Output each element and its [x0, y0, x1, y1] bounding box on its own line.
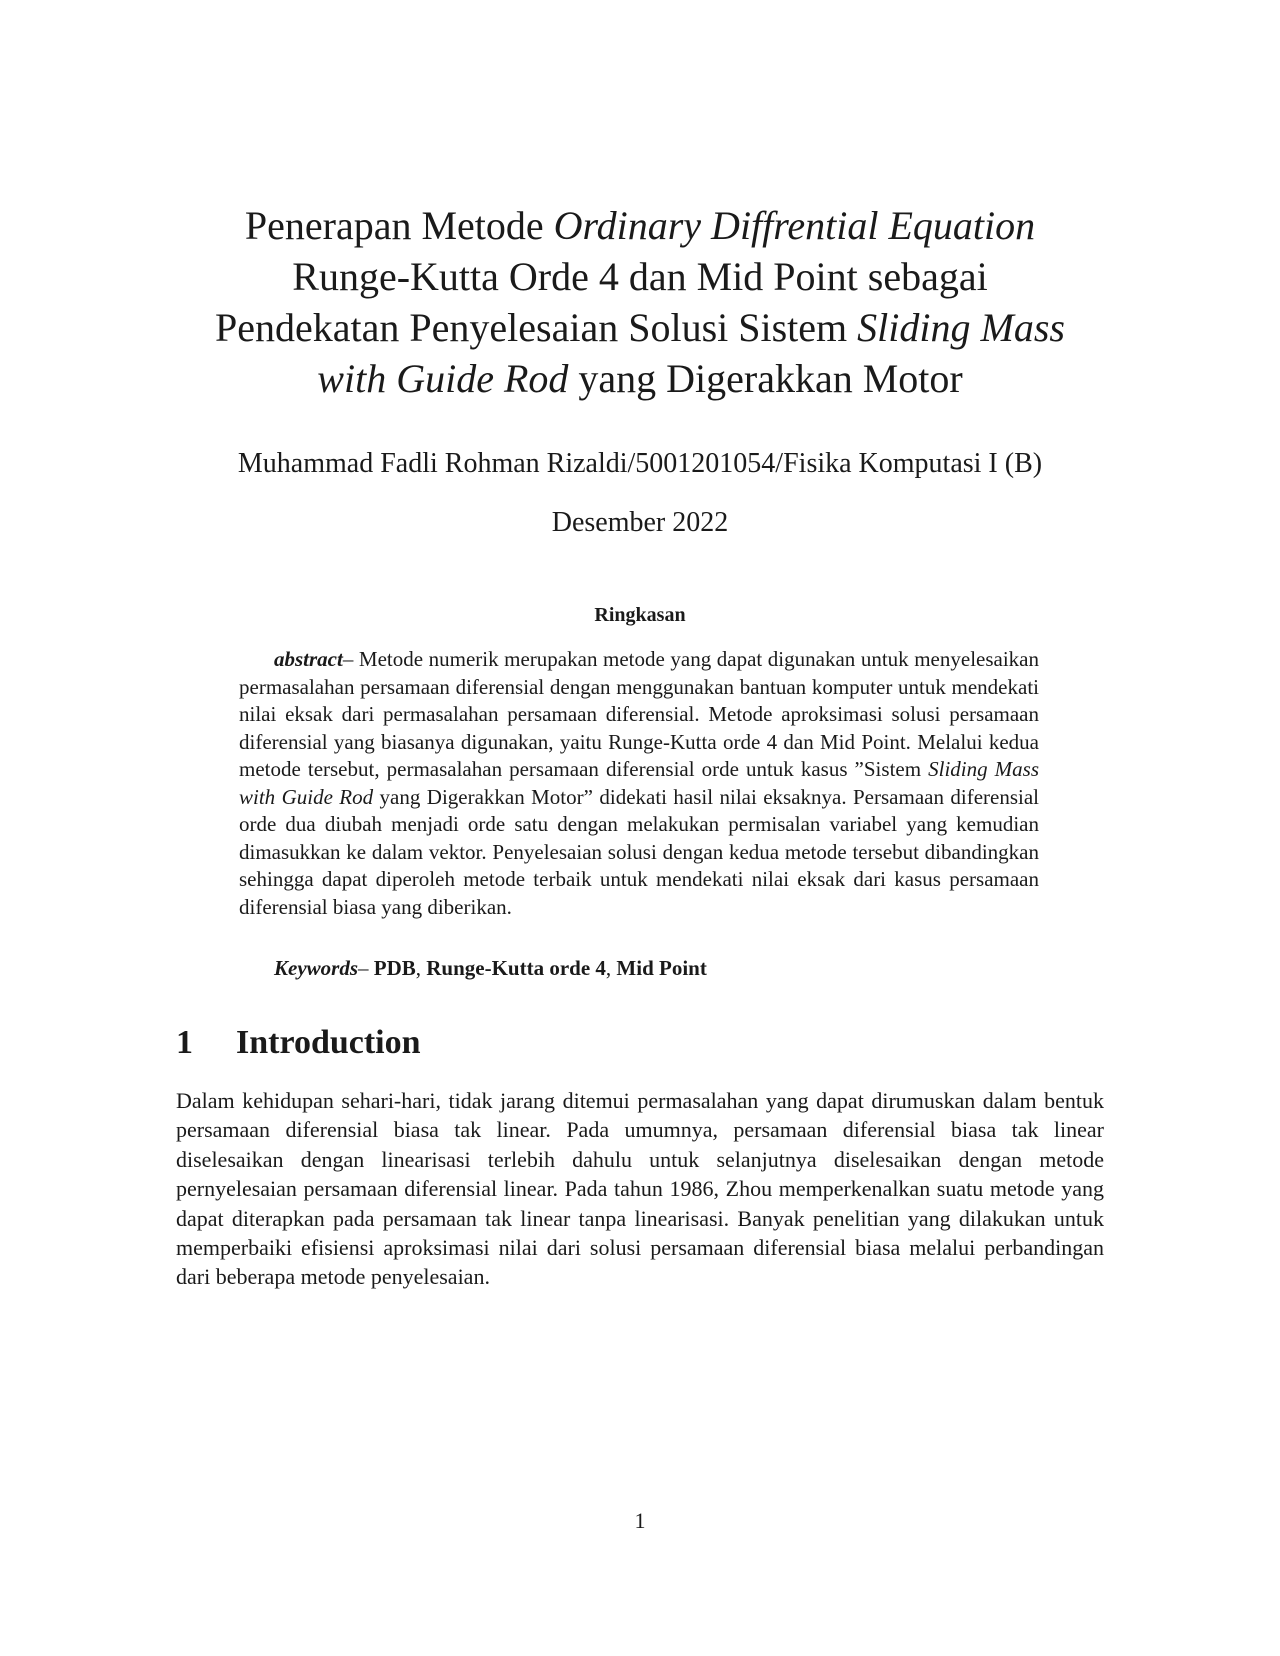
section-heading-introduction — [176, 1021, 421, 1065]
introduction-paragraph: Dalam kehidupan sehari-hari, tidak jarang ditemui permasalahan yang dapat dirumuskan dalam bentuk persamaan diferensial biasa tak linear. Pada umumnya, persamaan diferensial biasa tak linear diselesaikan dengan linearisasi terlebih dahulu untuk selanjutnya diselesaikan dengan metode pernyelesaian persamaan diferensial linear. Pada tahun 1986, Zhou memperkenalkan suatu metode yang dapat diterapkan pada persamaan tak linear tanpa linearisasi. Banyak penelitian yang dilakukan untuk memperbaiki efisiensi aproksimasi nilai dari solusi persamaan diferensial biasa melalui perbandingan dari beberapa metode penyelesaian. — [176, 1088, 1104, 1290]
abstract-lead: abstract — [274, 647, 343, 671]
abstract-italic-term: Sliding Mass with Guide Rod — [239, 757, 1039, 809]
title-italic-ode: Ordinary Diffrential Equation — [553, 203, 1036, 248]
abstract-paragraph: abstract– Metode numerik merupakan metode yang dapat digunakan untuk menyelesaikan permasalahan persamaan diferensial dengan menggunakan bantuan komputer untuk mendekati nilai eksak dari permasalahan persamaan diferensial. Metode aproksimasi solusi persamaan diferensial yang biasanya digunakan, yaitu Runge-Kutta orde 4 dan Mid Point. Melalui kedua metode tersebut, permasalahan persamaan diferensial orde untuk kasus ”Sistem Sliding Mass with Guide Rod yang Digerakkan Motor” didekati hasil nilai eksaknya. Persamaan diferensial orde dua diubah menjadi orde satu dengan melakukan permisalan variabel yang kemudian dimasukkan ke dalam vektor. Penyelesaian solusi dengan kedua metode tersebut dibandingkan sehingga dapat diperoleh metode terbaik untuk mendekati nilai eksak dari kasus persamaan diferensial biasa yang diberikan. — [239, 647, 1039, 919]
page-number: 1 — [634, 1508, 646, 1533]
author-line: Muhammad Fadli Rohman Rizaldi/5001201054/Fisika Komputasi I (B) — [237, 448, 1043, 479]
title-line-1: Penerapan Metode Ordinary Diffrential Equation — [244, 203, 1036, 248]
section-number: 1 — [176, 1024, 193, 1061]
keyword-item: Mid Point — [616, 956, 707, 980]
title-italic-guide-rod: with Guide Rod — [317, 356, 569, 401]
title-italic-sliding-mass: Sliding Mass — [857, 305, 1065, 350]
abstract-heading: Ringkasan — [594, 604, 686, 626]
keywords-line: Keywords– PDB, Runge-Kutta orde 4, Mid Point — [274, 956, 707, 980]
keyword-item: PDB — [373, 956, 416, 980]
keyword-item: Runge-Kutta orde 4 — [426, 956, 606, 980]
section-title: Introduction — [236, 1024, 421, 1061]
keywords-lead: Keywords — [274, 956, 358, 980]
title-line-4: with Guide Rod yang Digerakkan Motor — [317, 356, 963, 401]
title-line-2: Runge-Kutta Orde 4 dan Mid Point sebagai — [292, 254, 988, 299]
date-line: Desember 2022 — [551, 507, 729, 538]
paper-title — [170, 200, 1110, 404]
title-line-3: Pendekatan Penyelesaian Solusi Sistem Sliding Mass — [215, 305, 1065, 350]
